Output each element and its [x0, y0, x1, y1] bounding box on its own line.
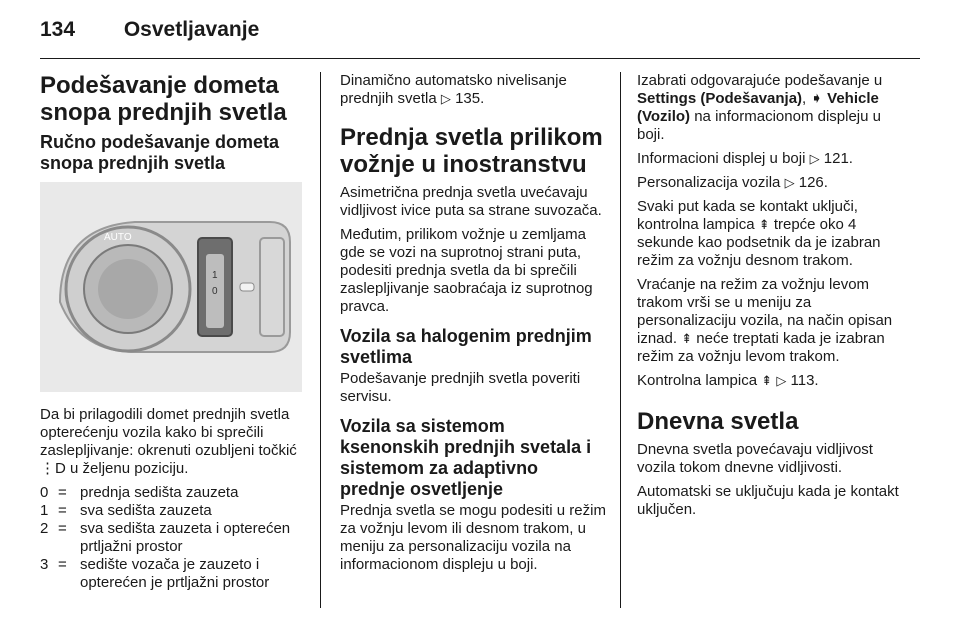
paragraph-daytime-auto: Automatski se uključuju kada je kontakt uključen. — [637, 483, 899, 518]
page-header — [40, 18, 259, 42]
subsection-heading-halogen: Vozila sa halogenim prednjim svetlima — [340, 326, 592, 367]
page-ref-126[interactable]: 126. — [798, 174, 828, 191]
section-heading-daytime-lights: Dnevna svetla — [637, 408, 799, 435]
page-ref-icon: ▷ — [776, 373, 787, 388]
settings-outro-text: na informacionom displeju u boji. — [637, 108, 881, 143]
light-switch-illustration — [40, 182, 302, 392]
instruction-text-b: u željenu poziciju. — [70, 460, 189, 477]
headlight-indicator-icon: ⇞ — [758, 217, 770, 232]
settings-menu-label: Settings (Podešavanja) — [637, 90, 803, 107]
column-3: Izabrati odgovarajuće podešavanje u Settings (Podešavanja), ➧ Vehicle (Vozilo) na informacionom displeju u boji. Informacioni displej u boji ▷ 121. Personalizacija vozila ▷ 126. Svaki put kada se kontakt uključi, kontrolna lampica ⇞ trepće oko 4 sekunde kao podsetnik da je izabran režim za vožnju desnom trakom. Vraćanje na režim za vožnju levom trakom vrši se u meniju za personalizaciju vozila, na način opisan iznad. ⇞ neće treptati kada je izabran režim za vožnju levom trakom. Kontrolna lampica ⇞ ▷ 113. Dnevna svetla Dnevna svetla povećavaju vidljivost vozila tokom dnevne vidljivosti. Automatski se uključuju kada je kontakt uključen. — [637, 72, 907, 525]
section-heading-headlight-range: Podešavanje dometa snopa prednjih svetla — [40, 72, 287, 126]
settings-intro-text: Izabrati odgovarajuće podešavanje u — [637, 72, 883, 89]
return-left-text-b: neće treptati kada je izabran režim za vožnju levom trakom. — [637, 330, 885, 365]
chapter-title: Osvetljavanje — [123, 18, 260, 41]
paragraph-xenon: Prednja svetla se mogu podesiti u režim za vožnju levom ili desnom trakom, u meniju za personalizaciju vozila na informacionom displeju u boji. — [340, 502, 606, 573]
page-ref-icon: ▷ — [809, 151, 820, 166]
ignition-text-a: Svaki put kada se kontakt uključi, kontrolna lampica — [637, 198, 858, 233]
paragraph-daytime-visibility: Dnevna svetla povećavaju vidljivost vozila tokom dnevne vidljivosti. — [637, 441, 873, 476]
personalization-text: Personalizacija vozila — [637, 174, 781, 191]
light-switch-figure — [40, 182, 302, 392]
wheel-label-1: 1 — [212, 270, 218, 281]
position-legend — [40, 484, 305, 592]
headlight-indicator-icon: ⇞ — [681, 331, 693, 346]
column-2 — [340, 72, 606, 580]
page-ref-135[interactable]: 135. — [455, 90, 485, 107]
return-left-text-a: Vraćanje na režim za vožnju levom trakom vrši se u meniju za personalizaciju vozila, na način opisan iznad. — [637, 276, 893, 347]
headlight-indicator-icon: ⇞ — [761, 373, 773, 388]
paragraph-other-side: Međutim, prilikom vožnje u zemljama gde se vozi na suprotnoj strani puta, podesiti prednja svetla da bi sprečili zaslepljivanje saobraćaja iz suprotnog pravca. — [340, 226, 593, 315]
legend-row: 1 = sva sedišta zauzeta — [40, 502, 212, 519]
ignition-text-b: trepće oko 4 sekunde kao podsetnik da je izabran režim za vožnju desnom trakom. — [637, 216, 881, 269]
thumbwheel-icon: ⋮D — [40, 460, 66, 477]
column-divider-1 — [320, 72, 321, 608]
page-ref-icon: ▷ — [784, 175, 795, 190]
menu-arrow-icon: ➧ — [810, 90, 823, 107]
paragraph-asymmetric: Asimetrična prednja svetla uvećavaju vidljivost ivice puta sa strane suvozača. — [340, 184, 602, 219]
legend-row: 0 = prednja sedišta zauzeta — [40, 484, 239, 501]
instruction-text-a: Da bi prilagodili domet prednjih svetla opterećenju vozila kako bi sprečili zaslepljivanje: okrenuti ozubljeni točkić — [40, 406, 297, 459]
section-heading-abroad: Prednja svetla prilikom vožnje u inostranstvu — [340, 124, 603, 178]
auto-label: AUTO — [104, 232, 132, 243]
legend-row: 3 = sedište vozača je zauzeto i opterećen je prtljažni prostor — [40, 556, 270, 591]
subsection-heading-xenon: Vozila sa sistemom ksenonskih prednjih svetala i sistemom za adaptivno prednje osvetljenje — [340, 416, 592, 499]
subsection-heading-manual-range: Ručno podešavanje dometa snopa prednjih svetla — [40, 132, 280, 173]
column-1 — [40, 72, 305, 592]
page-ref-121[interactable]: 121. — [823, 150, 853, 167]
legend-row: 2 = sva sedišta zauzeta i opterećen prtljažni prostor — [40, 520, 291, 555]
header-rule — [40, 58, 920, 59]
page-number: 134 — [40, 18, 76, 41]
indicator-lamp-text: Kontrolna lampica — [637, 372, 758, 389]
page-ref-113[interactable]: 113. — [790, 372, 819, 389]
vehicle-menu-label: Vehicle (Vozilo) — [637, 90, 879, 125]
dimmer-wheel — [260, 238, 284, 336]
paragraph-halogen: Podešavanje prednjih svetla poveriti servisu. — [340, 370, 581, 405]
color-display-text: Informacioni displej u boji — [637, 150, 806, 167]
wheel-label-0: 0 — [212, 286, 218, 297]
column-divider-2 — [620, 72, 621, 608]
page-ref-icon: ▷ — [440, 91, 451, 106]
dynamic-leveling-text: Dinamično automatsko nivelisanje prednjih svetla — [340, 72, 567, 107]
